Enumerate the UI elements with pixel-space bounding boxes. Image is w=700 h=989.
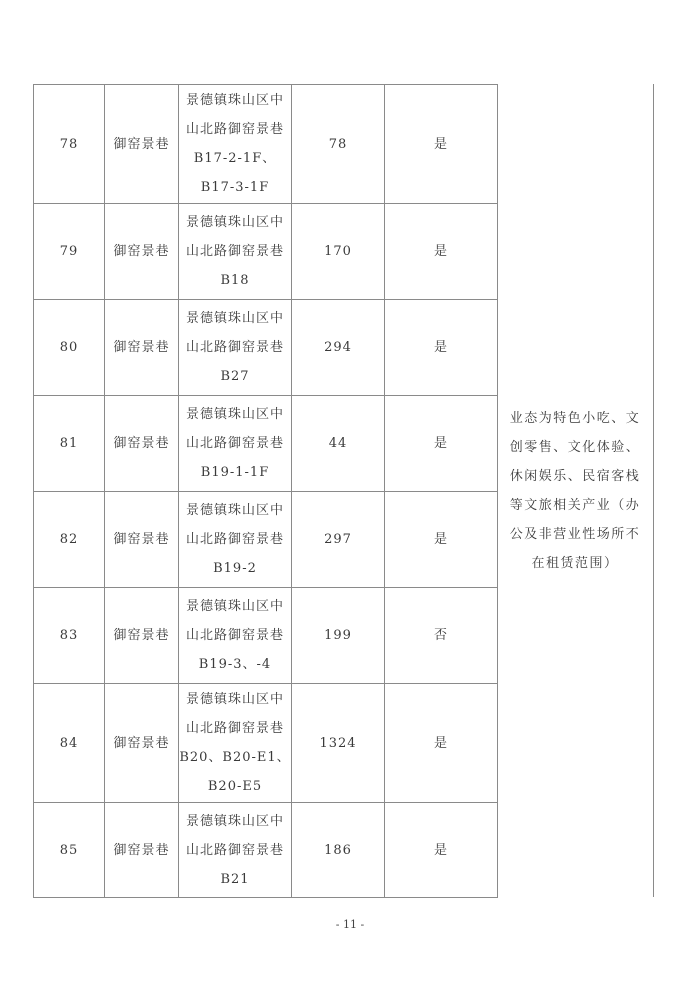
address-line: 山北路御窑景巷 bbox=[185, 340, 284, 355]
row-number: 78 bbox=[34, 85, 105, 204]
address-line: 景德镇珠山区中 bbox=[185, 93, 284, 108]
address-line: 景德镇珠山区中 bbox=[185, 813, 284, 829]
property-address bbox=[179, 85, 292, 204]
property-address bbox=[179, 492, 292, 588]
row-number: 85 bbox=[34, 803, 105, 898]
address-line: 景德镇珠山区中 bbox=[185, 503, 284, 518]
address-line: 景德镇珠山区中 bbox=[185, 407, 284, 422]
availability: 是 bbox=[385, 300, 498, 396]
property-listing-table bbox=[33, 84, 498, 898]
business-type-note: 业态为特色小吃、文创零售、文化体验、休闲娱乐、民宿客栈等文旅相关产业（办公及非营业性场所不在租赁范围） bbox=[509, 410, 641, 571]
table-row bbox=[34, 396, 498, 492]
availability: 否 bbox=[385, 588, 498, 684]
property-name: 御窑景巷 bbox=[105, 492, 179, 588]
property-address bbox=[179, 684, 292, 803]
property-area: 78 bbox=[292, 85, 385, 204]
availability: 是 bbox=[385, 85, 498, 204]
address-line: B20-E5 bbox=[207, 779, 263, 794]
row-number: 80 bbox=[34, 300, 105, 396]
table-row bbox=[34, 300, 498, 396]
property-name: 御窑景巷 bbox=[105, 300, 179, 396]
property-area: 199 bbox=[292, 588, 385, 684]
business-type-note-cell bbox=[497, 84, 654, 897]
property-area: 44 bbox=[292, 396, 385, 492]
address-line: 山北路御窑景巷 bbox=[185, 436, 284, 451]
address-line: B19-3、-4 bbox=[198, 657, 272, 672]
address-line: 山北路御窑景巷 bbox=[185, 122, 284, 137]
row-number: 84 bbox=[34, 684, 105, 803]
table-row bbox=[34, 492, 498, 588]
property-name: 御窑景巷 bbox=[105, 85, 179, 204]
address-line: 山北路御窑景巷 bbox=[185, 842, 284, 858]
address-line: 山北路御窑景巷 bbox=[185, 628, 284, 643]
property-area: 297 bbox=[292, 492, 385, 588]
address-line: B18 bbox=[220, 273, 250, 288]
address-line: 山北路御窑景巷 bbox=[185, 721, 284, 736]
address-line: B21 bbox=[220, 871, 250, 887]
table-row bbox=[34, 85, 498, 204]
address-line: 景德镇珠山区中 bbox=[185, 311, 284, 326]
table-row bbox=[34, 204, 498, 300]
property-name: 御窑景巷 bbox=[105, 396, 179, 492]
address-line: B17-3-1F bbox=[200, 180, 270, 195]
table-row bbox=[34, 803, 498, 898]
address-line: B19-1-1F bbox=[200, 465, 270, 480]
property-address bbox=[179, 204, 292, 300]
address-line: 景德镇珠山区中 bbox=[185, 692, 284, 707]
property-name: 御窑景巷 bbox=[105, 803, 179, 898]
availability: 是 bbox=[385, 492, 498, 588]
availability: 是 bbox=[385, 684, 498, 803]
address-line: B19-2 bbox=[213, 561, 257, 576]
availability: 是 bbox=[385, 803, 498, 898]
property-name: 御窑景巷 bbox=[105, 204, 179, 300]
row-number: 83 bbox=[34, 588, 105, 684]
address-line: 山北路御窑景巷 bbox=[185, 244, 284, 259]
availability: 是 bbox=[385, 204, 498, 300]
address-line: 景德镇珠山区中 bbox=[185, 215, 284, 230]
property-address bbox=[179, 300, 292, 396]
row-number: 79 bbox=[34, 204, 105, 300]
table-row bbox=[34, 684, 498, 803]
property-name: 御窑景巷 bbox=[105, 684, 179, 803]
table-row bbox=[34, 588, 498, 684]
property-address bbox=[179, 803, 292, 898]
availability: 是 bbox=[385, 396, 498, 492]
property-address bbox=[179, 396, 292, 492]
property-name: 御窑景巷 bbox=[105, 588, 179, 684]
address-line: B27 bbox=[220, 369, 250, 384]
address-line: 景德镇珠山区中 bbox=[185, 599, 284, 614]
property-area: 186 bbox=[292, 803, 385, 898]
property-area: 1324 bbox=[292, 684, 385, 803]
page-number: - 11 - bbox=[335, 918, 365, 931]
address-line: B20、B20-E1、 bbox=[179, 750, 291, 765]
property-address bbox=[179, 588, 292, 684]
row-number: 82 bbox=[34, 492, 105, 588]
address-line: 山北路御窑景巷 bbox=[185, 532, 284, 547]
property-area: 294 bbox=[292, 300, 385, 396]
address-line: B17-2-1F、 bbox=[193, 151, 277, 166]
property-area: 170 bbox=[292, 204, 385, 300]
row-number: 81 bbox=[34, 396, 105, 492]
